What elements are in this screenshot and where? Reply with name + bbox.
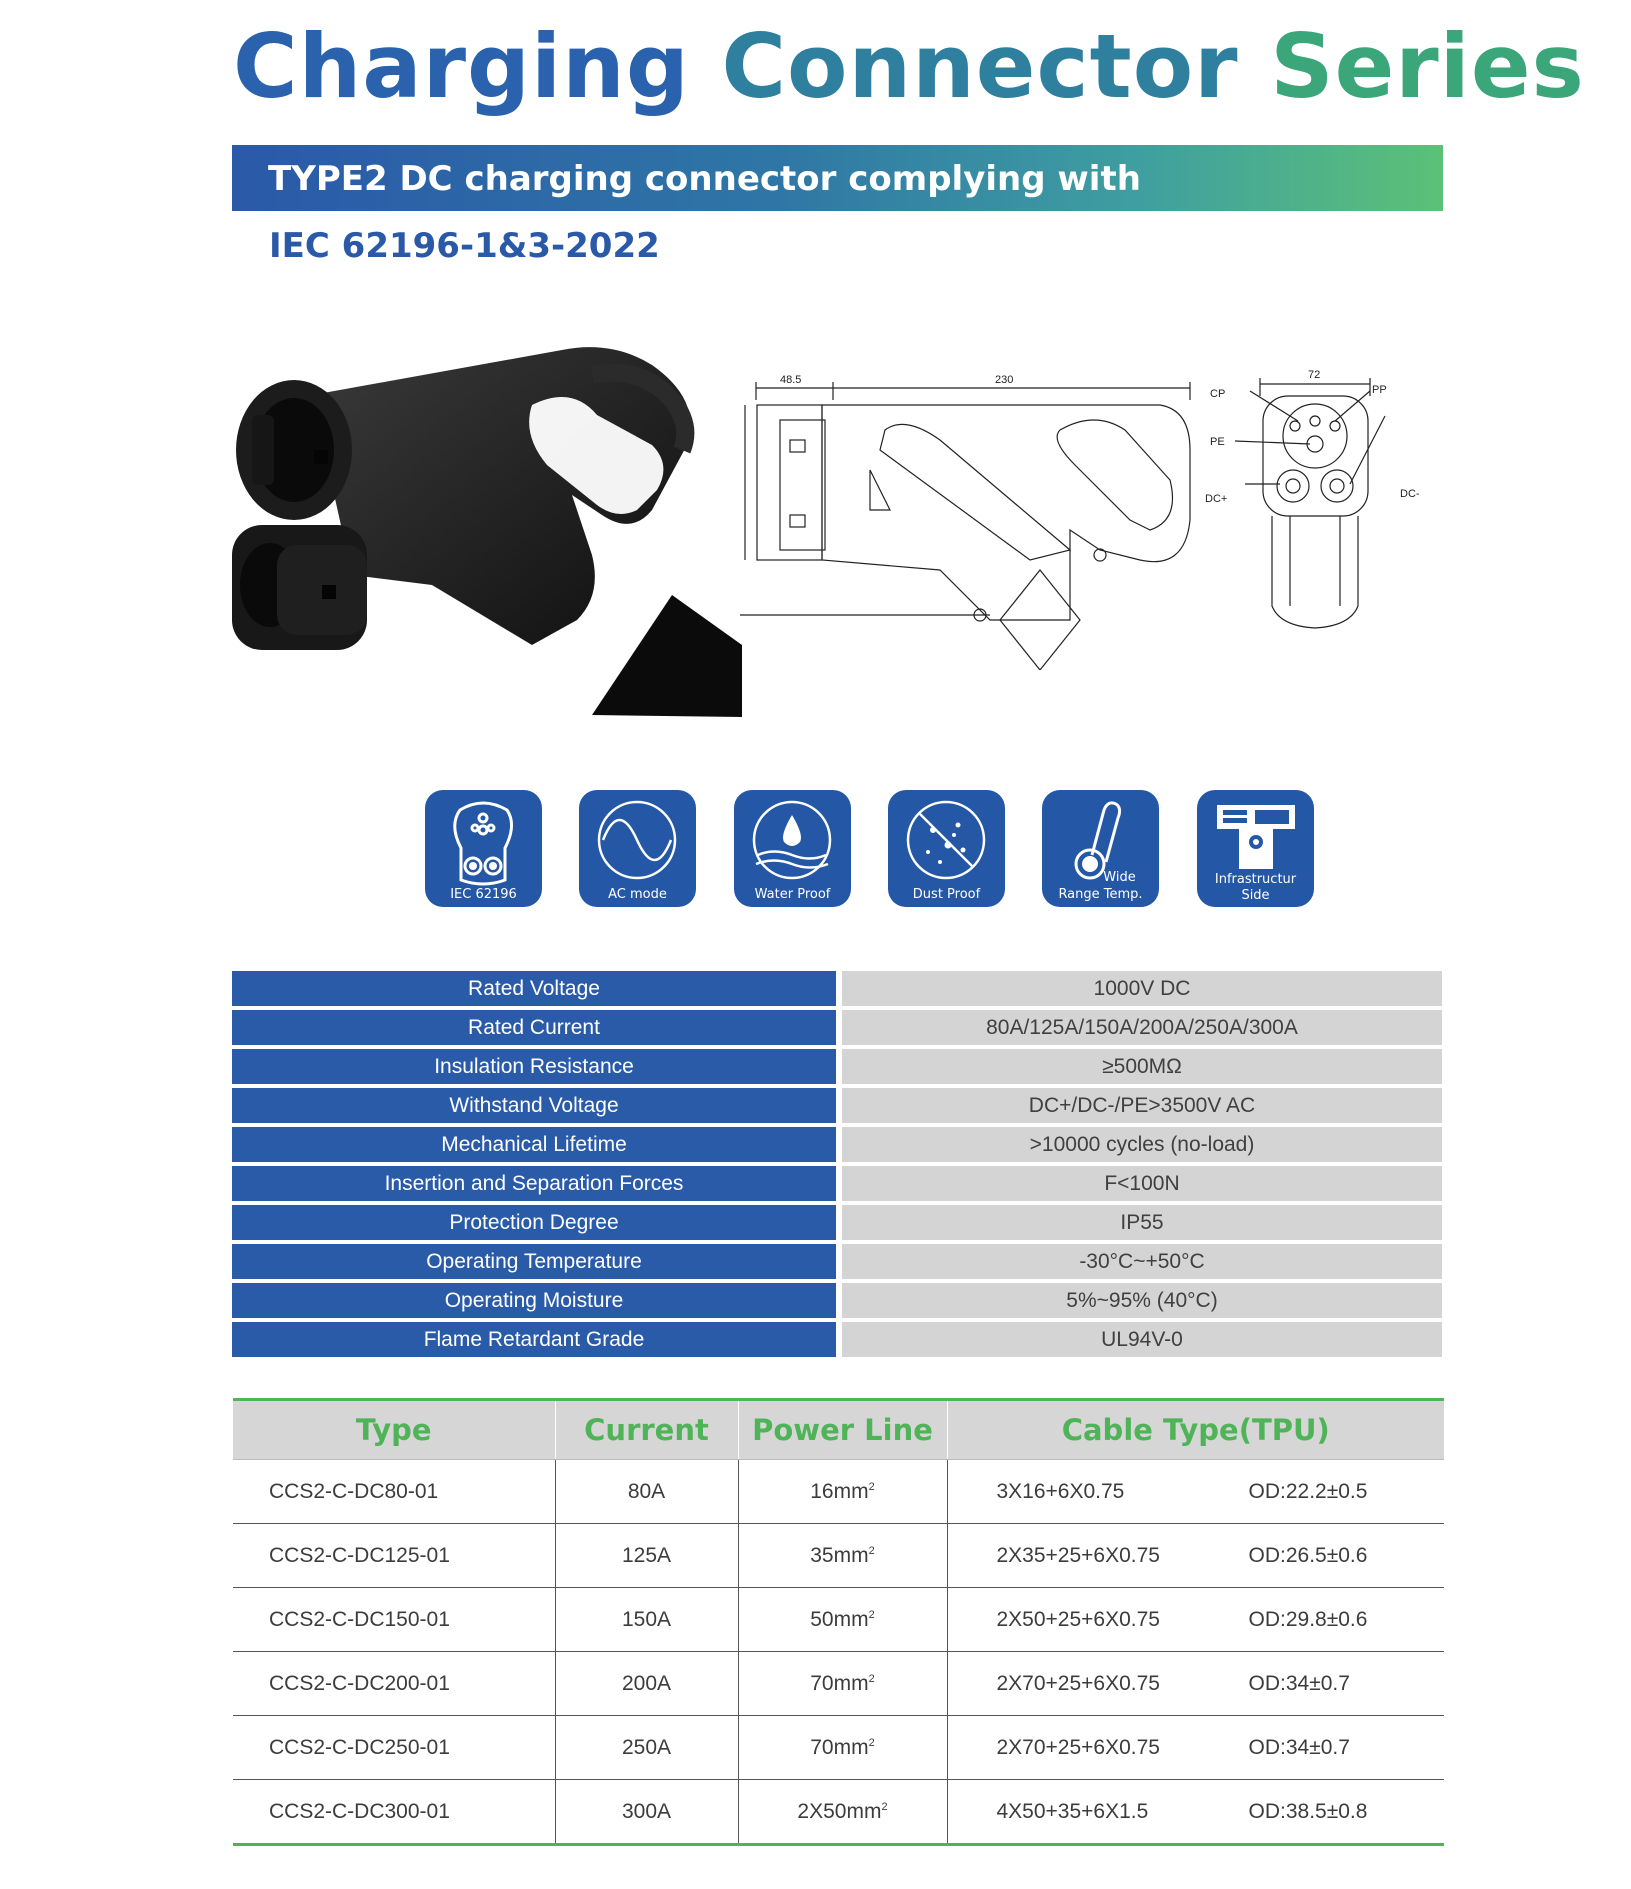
cell-type: CCS2-C-DC250-01 <box>233 1716 555 1780</box>
spec-value: F<100N <box>842 1166 1442 1201</box>
cell-power-line: $70mm^2$ <box>738 1716 947 1780</box>
pin-label-pe: PE <box>1210 436 1225 448</box>
infrastructure-side-icon <box>1197 790 1314 907</box>
header-current: Current <box>555 1400 738 1460</box>
pin-label-cp: CP <box>1210 388 1226 400</box>
spec-row <box>232 1283 1442 1318</box>
header-type: Type <box>233 1400 555 1460</box>
iec-62196-icon <box>425 790 542 907</box>
feature-label-line2: Side <box>1241 888 1270 903</box>
cell-power-line: $50mm^2$ <box>738 1588 947 1652</box>
feature-label: Dust Proof <box>912 887 981 902</box>
cell-power-line: $16mm^2$ <box>738 1460 947 1524</box>
cell-power-line: $35mm^2$ <box>738 1524 947 1588</box>
spec-key: Withstand Voltage <box>232 1088 836 1123</box>
spec-value: UL94V-0 <box>842 1322 1442 1357</box>
cell-type: CCS2-C-DC200-01 <box>233 1652 555 1716</box>
table-row <box>233 1460 1444 1524</box>
cell-type: CCS2-C-DC300-01 <box>233 1780 555 1845</box>
spec-value: -30°C~+50°C <box>842 1244 1442 1279</box>
spec-key: Rated Voltage <box>232 971 836 1006</box>
spec-row <box>232 1088 1442 1123</box>
feature-label: AC mode <box>608 887 667 902</box>
cell-cable: 2X70+25+6X0.75 OD:34±0.7 <box>947 1716 1444 1780</box>
dim-length: 230 <box>995 374 1014 386</box>
banner-text: TYPE2 DC charging connector complying with <box>268 159 1141 199</box>
feature-label: Water Proof <box>754 887 831 902</box>
spec-row <box>232 1127 1442 1162</box>
spec-row <box>232 1010 1442 1045</box>
feature-label-line1: Wide <box>1103 870 1136 885</box>
cell-cable: 2X50+25+6X0.75 OD:29.8±0.6 <box>947 1588 1444 1652</box>
cell-cable: 4X50+35+6X1.5 OD:38.5±0.8 <box>947 1780 1444 1845</box>
spec-value: ≥500MΩ <box>842 1049 1442 1084</box>
spec-value: >10000 cycles (no-load) <box>842 1127 1442 1162</box>
cell-cable: 2X70+25+6X0.75 OD:34±0.7 <box>947 1652 1444 1716</box>
spec-value: IP55 <box>842 1205 1442 1240</box>
spec-key: Protection Degree <box>232 1205 836 1240</box>
title-word-2: Connector <box>721 15 1239 118</box>
cell-cable: 3X16+6X0.75 OD:22.2±0.5 <box>947 1460 1444 1524</box>
water-proof-icon <box>734 790 851 907</box>
title-word-3: Series <box>1270 15 1585 118</box>
spec-key: Insulation Resistance <box>232 1049 836 1084</box>
spec-key: Flame Retardant Grade <box>232 1322 836 1357</box>
title-word-1: Charging <box>233 15 690 118</box>
cell-cable: 2X35+25+6X0.75 OD:26.5±0.6 <box>947 1524 1444 1588</box>
side-view-drawing <box>740 370 1200 670</box>
page-title <box>233 12 1585 122</box>
spec-key: Operating Temperature <box>232 1244 836 1279</box>
cell-power-line: $70mm^2$ <box>738 1652 947 1716</box>
spec-value: 5%~95% (40°C) <box>842 1283 1442 1318</box>
cell-current: 80A <box>555 1460 738 1524</box>
feature-label: IEC 62196 <box>450 887 517 902</box>
spec-value: DC+/DC-/PE>3500V AC <box>842 1088 1442 1123</box>
cell-current: 125A <box>555 1524 738 1588</box>
thermometer-icon <box>1042 790 1159 907</box>
pin-label-dc-plus: DC+ <box>1205 493 1228 505</box>
spec-key: Mechanical Lifetime <box>232 1127 836 1162</box>
cell-power-line: $2X50mm^2$ <box>738 1780 947 1845</box>
table-row <box>233 1716 1444 1780</box>
standard-subtitle: IEC 62196-1&3-2022 <box>269 226 660 266</box>
model-table <box>233 1398 1444 1846</box>
dim-width-a: 48.5 <box>780 374 802 386</box>
spec-row <box>232 971 1442 1006</box>
spec-key: Rated Current <box>232 1010 836 1045</box>
connector-photo <box>232 345 742 717</box>
pin-label-dc-minus: DC- <box>1400 488 1420 500</box>
cell-current: 300A <box>555 1780 738 1845</box>
table-row <box>233 1780 1444 1845</box>
table-row <box>233 1588 1444 1652</box>
ac-mode-icon <box>579 790 696 907</box>
cell-type: CCS2-C-DC150-01 <box>233 1588 555 1652</box>
spec-value: 80A/125A/150A/200A/250A/300A <box>842 1010 1442 1045</box>
feature-label-line2: Range Temp. <box>1058 887 1143 902</box>
spec-key: Operating Moisture <box>232 1283 836 1318</box>
standard-banner <box>232 145 1443 211</box>
dim-width-c: 72 <box>1308 369 1321 381</box>
spec-row <box>232 1244 1442 1279</box>
spec-row <box>232 1166 1442 1201</box>
header-cable-type: Cable Type(TPU) <box>947 1400 1444 1460</box>
spec-row <box>232 1205 1442 1240</box>
cell-current: 150A <box>555 1588 738 1652</box>
spec-key: Insertion and Separation Forces <box>232 1166 836 1201</box>
table-row <box>233 1524 1444 1588</box>
spec-table <box>232 967 1442 1361</box>
table-row <box>233 1652 1444 1716</box>
feature-label-line1: Infrastructur <box>1214 872 1297 887</box>
spec-value: 1000V DC <box>842 971 1442 1006</box>
spec-row <box>232 1322 1442 1357</box>
dust-proof-icon <box>888 790 1005 907</box>
pin-label-pp: PP <box>1372 384 1387 396</box>
spec-row <box>232 1049 1442 1084</box>
cell-type: CCS2-C-DC80-01 <box>233 1460 555 1524</box>
header-power-line: Power Line <box>738 1400 947 1460</box>
cell-type: CCS2-C-DC125-01 <box>233 1524 555 1588</box>
cell-current: 250A <box>555 1716 738 1780</box>
cell-current: 200A <box>555 1652 738 1716</box>
front-view-drawing <box>1200 366 1445 666</box>
